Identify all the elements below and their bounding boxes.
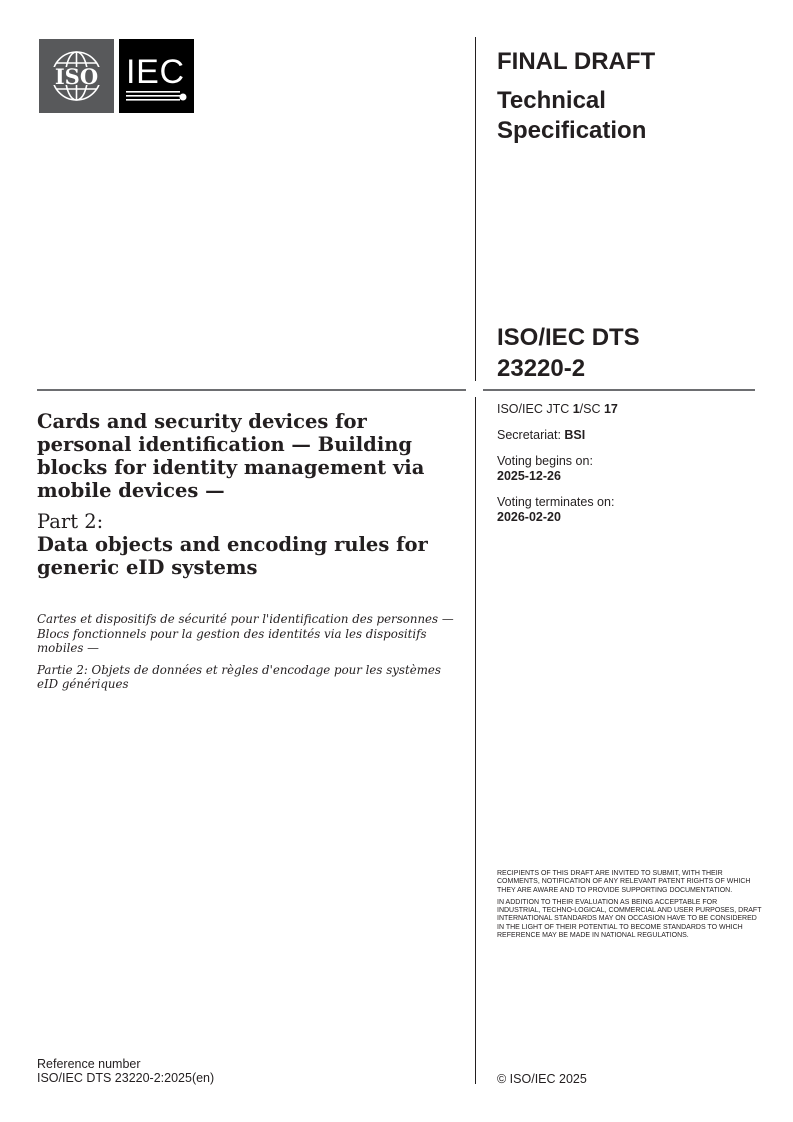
copyright: © ISO/IEC 2025 bbox=[497, 1072, 587, 1086]
reference-label: Reference number bbox=[37, 1057, 141, 1071]
doc-number-line1: ISO/IEC DTS bbox=[497, 324, 640, 351]
draft-status: FINAL DRAFT bbox=[497, 48, 656, 75]
doc-number-line2: 23220-2 bbox=[497, 355, 586, 382]
right-rule bbox=[483, 389, 755, 391]
document-number bbox=[497, 322, 640, 384]
voting-terminates: Voting terminates on: 2026-02-20 bbox=[497, 495, 615, 524]
reference-value: ISO/IEC DTS 23220-2:2025(en) bbox=[37, 1071, 215, 1085]
iec-logo bbox=[119, 39, 194, 113]
voting-begins: Voting begins on: 2025-12-26 bbox=[497, 454, 593, 483]
committee: ISO/IEC JTC 1/SC 17 bbox=[497, 402, 618, 416]
main-title: Cards and security devices for personal identification — Building blocks for identity management via mobile devices — bbox=[37, 410, 425, 502]
document-type bbox=[497, 86, 646, 146]
document-title bbox=[37, 410, 457, 579]
french-part-title: Partie 2: Objets de données et règles d'encodage pour les systèmes eID génériques bbox=[37, 662, 441, 691]
left-rule bbox=[37, 389, 466, 391]
reference-number bbox=[37, 1057, 214, 1085]
svg-text:IEC: IEC bbox=[126, 53, 184, 91]
notice-paragraph-2: IN ADDITION TO THEIR EVALUATION AS BEING ACCEPTABLE FOR INDUSTRIAL, TECHNO-LOGICAL, COMMERCIAL AND USER PURPOSES, DRAFT INTERNATIONAL STANDARDS MAY ON OCCASION HAVE TO BE CONSIDERED IN THE LIGHT OF THEIR POTENTIAL TO BECOME STANDARDS TO WHICH REFERENCE MAY BE MADE IN NATIONAL REGULATIONS. bbox=[497, 898, 762, 940]
draft-notice bbox=[497, 870, 762, 944]
part-label: Part 2: bbox=[37, 510, 104, 533]
doc-type-line1: Technical bbox=[497, 87, 606, 114]
globe-icon bbox=[39, 39, 114, 113]
part-title: Data objects and encoding rules for generic eID systems bbox=[37, 533, 428, 579]
svg-text:ISO: ISO bbox=[54, 64, 99, 89]
doc-type-line2: Specification bbox=[497, 117, 647, 144]
iso-logo bbox=[39, 39, 114, 113]
column-divider-top bbox=[475, 37, 476, 381]
french-title bbox=[37, 612, 457, 699]
secretariat: Secretariat: BSI bbox=[497, 428, 586, 442]
document-metadata bbox=[497, 402, 618, 536]
column-divider-bottom bbox=[475, 397, 476, 1084]
notice-paragraph-1: RECIPIENTS OF THIS DRAFT ARE INVITED TO SUBMIT, WITH THEIR COMMENTS, NOTIFICATION OF ANY RELEVANT PATENT RIGHTS OF WHICH THEY ARE AWARE AND TO PROVIDE SUPPORTING DOCUMENTATION. bbox=[497, 870, 751, 894]
french-main-title: Cartes et dispositifs de sécurité pour l'identification des personnes — Blocs fonctionnels pour la gestion des identités via les dispositifs mobiles — bbox=[37, 612, 454, 655]
